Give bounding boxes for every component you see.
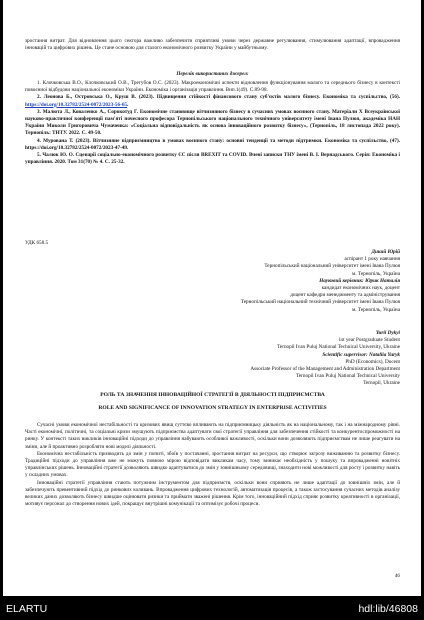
article-title-en: ROLE AND SIGNIFICANCE OF INNOVATION STRATEGY IN ENTERPRISE ACTIVITIES: [98, 405, 327, 411]
supervisor-city-en: Ternopil, Ukraine: [363, 380, 400, 387]
author-role-en: 1st year Postgraduate Student: [338, 337, 400, 344]
reference-item: 3. Малюта Л., Коваленко А., Сорокотуд Г. Економічне становище вітчизняного бізнесу в сучасних умовах воєнного стану. Матеріали Х Всеукраїнської науково-практичної конференції пам'яті почесного професора Тернопільського національного технічного університету імені Івана Пулюя, академіка НАН України Миколи Григоровича Чумаченка: «Соціальна відповідальність як основа інноваційного розвитку бізнесу», (Тернопіль, 18 листопада 2022 року). Тернопіль: ТНТУ. 2022. С. 49-50.: [25, 108, 400, 137]
supervisor-city: м. Тернопіль, Україна: [351, 306, 400, 313]
supervisor-degree: кандидат економічних наук, доцент: [321, 285, 400, 292]
supervisor-degree-en: PhD (Economics), Docent: [345, 358, 400, 365]
author-city: м. Тернопіль, Україна: [351, 270, 400, 277]
supervisor-line: Науковий керівник: Юрик Наталія: [319, 277, 400, 284]
reference-item: 1. Клочковська В.О., Клочковський О.В., Трегубов О.С. (2023). Макроекономічні аспекти відновлення функціонування малого та середнього бізнесу в контексті повоєнної відбудови національної економіки України. Економіка і організація управління. Вип.1(49). С.89-98.: [25, 80, 400, 94]
author-name: Дикий Юрій: [371, 249, 400, 255]
repository-name: ELARTU: [6, 603, 48, 615]
supervisor-position: доцент кафедри менеджменту та адміністрування: [290, 292, 400, 299]
reference-item: 2. Леонова Б., Островська О., Круш В. (2023). Підвищення стійкості фінансового стану суб'єктів малого бізнесу. Економіка та суспільство, (56). https://doi.org/10.32782/2524-0072/2023-56-65.: [25, 94, 400, 108]
page-number: 46: [394, 573, 400, 579]
author-name-en: Yurii Dykyi: [375, 330, 400, 336]
intro-paragraph: зростання витрат. Для відновлення цього сектора важливо забезпечити сприятливі умови через державне регулювання, стимулювання адаптації, впровадження інновацій та цифрових рішень. Це стане основою для сталого економічного розвитку України у майбутньому.: [25, 38, 400, 52]
udc-code: УДК 658.5: [25, 240, 49, 246]
supervisor-university-en: Ternopil Ivan Puluj National Technical University: [296, 373, 400, 380]
references-heading: Перелік використаних джерел:: [176, 71, 249, 77]
author-university: Тернопільський національний університет імені Івана Пулюя: [264, 263, 400, 270]
doi-link[interactable]: https://doi.org/10.32782/2524-0072/2023-56-65: [25, 101, 128, 108]
author-block-ua: [103, 249, 400, 314]
author-role: аспірант 1 року навчання: [344, 256, 400, 263]
repository-footer: [0, 596, 424, 620]
body-paragraph: Економічна нестабільність призводить до змін у попиті, збоїв у постачанні, зростання витрат на ресурси, що створює загрозу виживанню та розвитку бізнесу. Традиційні підходи до управління вже не можуть повною мірою відповідати викликам часу, тому виникає необхідність у пошуку та впровадженні новітніх управлінських рішень. Інноваційні стратегії дозволяють швидко адаптуватися до змін у зовнішньому середовищі, знаходити нові можливості для росту і розвитку навіть у складних умовах.: [25, 450, 400, 479]
body-paragraph: Сучасні умови економічної нестабільності та кризових явищ суттєво впливають на підприємницьку діяльність як на національному, так і на міжнародному рівні. Часті економічні, політичні, та соціальні кризи змушують підприємства адаптувати свої стратегії управління для забезпечення стійкості та конкурентоспроможності на ринку. У контексті таких викликів інноваційні підходи до управління набувають особливої важливості, оскільки вони дозволяють підприємствам не лише реагувати на зміни, але й проактивно розробляти нові моделі діяльності.: [25, 422, 400, 450]
article-title-ua: РОЛЬ ТА ЗНАЧЕННЯ ІННОВАЦІЙНОЇ СТРАТЕГІЇ В ДІЯЛЬНОСТІ ПІДПРИЄМСТВА: [100, 392, 325, 398]
author-block-en: [103, 330, 400, 388]
supervisor-university: Тернопільський національний технічний університет імені Івана Пулюя: [240, 299, 400, 306]
reference-item: 4. Мурована Т. (2023). Вітчизняне підприємництво в умовах воєнного стану: основні тенденції та методи підтримки. Економіка та суспільство, (47). https://doi.org/10.32782/2524-0072/2023-47-49.: [25, 137, 400, 151]
reference-item: 5. Чалюк Ю. О. Сценарії соціально-економічного розвитку ЄС після BREXIT та COVID. Вчені записки ТНУ імені В. І. Вернадського. Серія: Економіка і управління. 2020. Том 31(70) № 4. С. 25-32.: [25, 152, 400, 166]
supervisor-en: Scientific supervisor: Nataliia Yuryk: [322, 351, 400, 358]
references-list: [25, 80, 400, 166]
body-paragraph: Інноваційні стратегії управління стають потужним інструментом для підприємств, оскільки вони сприяють не лише адаптації до зовнішніх змін, але й забезпечують превентивний підхід до ринкових коливань. Впровадження цифрових технологій, автоматизація процесів, а також застосування сучасних методів аналізу великих даних дозволяють бізнесу швидше оцінювати ризики та приймати зважені рішення. Крім того, інноваційний підхід сприяє розвитку креативності в організації, мотивує персонал до створення нових ідей, покращує внутрішні комунікації та оптимізує робочі процеси.: [25, 479, 400, 508]
article-body: [25, 422, 400, 508]
author-university-en: Ternopil Ivan Puluj National Technical University, Ukraine: [277, 344, 400, 351]
handle-id: hdl:lib/46808: [358, 603, 418, 615]
supervisor-position-en: Associate Professor of the Management and Administration Department: [250, 366, 400, 373]
document-page: [3, 0, 421, 596]
